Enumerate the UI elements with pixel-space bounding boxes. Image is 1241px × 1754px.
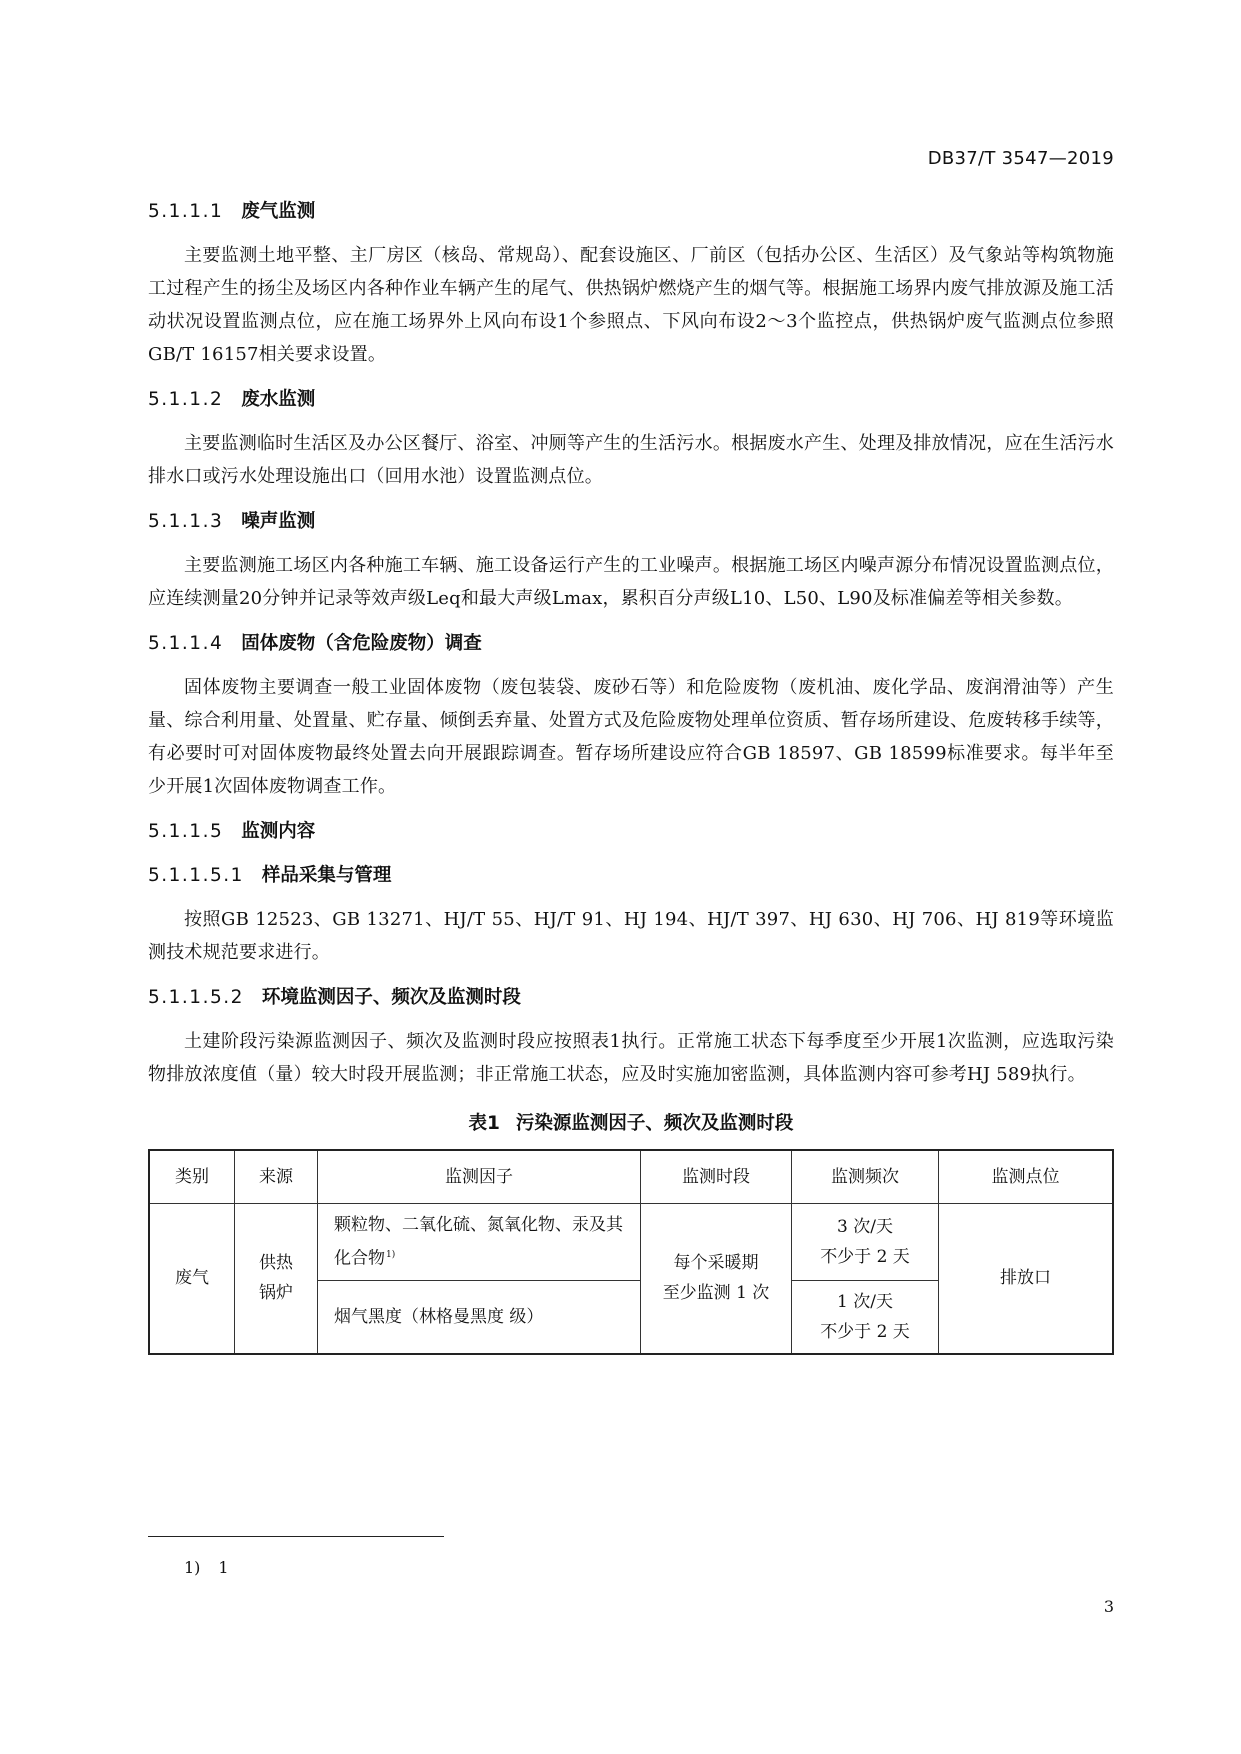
frequency-cell: 3 次/天 不少于 2 天	[792, 1204, 939, 1281]
table-header-cell: 监测频次	[792, 1150, 939, 1204]
section-heading: 5.1.1.5.1 样品采集与管理	[148, 865, 392, 886]
factor-cell: 烟气黑度（林格曼黑度 级）	[318, 1280, 641, 1354]
footnote: 1) 1	[184, 1558, 229, 1577]
footnote-marker: 1)	[386, 1250, 396, 1260]
section-heading: 5.1.1.3 噪声监测	[148, 511, 316, 532]
table-header-cell: 类别	[149, 1150, 235, 1204]
section-heading: 5.1.1.5 监测内容	[148, 821, 316, 842]
table-title: 表1 污染源监测因子、频次及监测时段	[468, 1113, 794, 1134]
page-number: 3	[1103, 1597, 1114, 1616]
main-content	[148, 197, 1114, 1355]
table-header-cell: 监测点位	[939, 1150, 1114, 1204]
section-heading: 5.1.1.5.2 环境监测因子、频次及监测时段	[148, 987, 521, 1008]
section-paragraph: 主要监测土地平整、主厂房区（核岛、常规岛）、配套设施区、厂前区（包括办公区、生活区）及气象站等构筑物施工过程产生的扬尘及场区内各种作业车辆产生的尾气、供热锅炉燃烧产生的烟气等。根据施工场界内废气排放源及施工活动状况设置监测点位，应在施工场界外上风向布设1个参照点、下风向布设2～3个监控点，供热锅炉废气监测点位参照GB/T 16157相关要求设置。	[148, 245, 1114, 365]
section-paragraph: 主要监测临时生活区及办公区餐厅、浴室、冲厕等产生的生活污水。根据废水产生、处理及排放情况，应在生活污水排水口或污水处理设施出口（回用水池）设置监测点位。	[148, 433, 1114, 487]
source-cell: 供热 锅炉	[235, 1204, 318, 1354]
table-header-cell: 监测时段	[641, 1150, 792, 1204]
section-paragraph: 土建阶段污染源监测因子、频次及监测时段应按照表1执行。正常施工状态下每季度至少开展1次监测，应选取污染物排放浓度值（量）较大时段开展监测；非正常施工状态，应及时实施加密监测，具体监测内容可参考HJ 589执行。	[148, 1031, 1114, 1085]
section-paragraph: 固体废物主要调查一般工业固体废物（废包装袋、废砂石等）和危险废物（废机油、废化学品、废润滑油等）产生量、综合利用量、处置量、贮存量、倾倒丢弃量、处置方式及危险废物处理单位资质、暂存场所建设、危废转移手续等，有必要时可对固体废物最终处置去向开展跟踪调查。暂存场所建设应符合GB 18597、GB 18599标准要求。每半年至少开展1次固体废物调查工作。	[148, 677, 1114, 797]
document-code: DB37/T 3547—2019	[927, 148, 1114, 169]
table-header-row	[149, 1150, 1113, 1204]
section-paragraph: 按照GB 12523、GB 13271、HJ/T 55、HJ/T 91、HJ 194、HJ/T 397、HJ 630、HJ 706、HJ 819等环境监测技术规范要求进行。	[148, 909, 1114, 963]
section-paragraph: 主要监测施工场区内各种施工车辆、施工设备运行产生的工业噪声。根据施工场区内噪声源分布情况设置监测点位，应连续测量20分钟并记录等效声级Leq和最大声级Lmax，累积百分声级L10、L50、L90及标准偏差等相关参数。	[148, 555, 1114, 609]
point-cell: 排放口	[939, 1204, 1114, 1354]
table-header-cell: 来源	[235, 1150, 318, 1204]
monitoring-table	[148, 1149, 1114, 1355]
frequency-cell: 1 次/天 不少于 2 天	[792, 1280, 939, 1354]
section-heading: 5.1.1.4 固体废物（含危险废物）调查	[148, 633, 482, 654]
footnote-divider	[148, 1536, 444, 1537]
category-cell: 废气	[149, 1204, 235, 1354]
section-heading: 5.1.1.1 废气监测	[148, 201, 316, 222]
section-heading: 5.1.1.2 废水监测	[148, 389, 316, 410]
table-header-cell: 监测因子	[318, 1150, 641, 1204]
factor-cell: 颗粒物、二氧化硫、氮氧化物、汞及其化合物$^{1)}$	[318, 1204, 641, 1281]
table-row	[149, 1204, 1113, 1281]
period-cell: 每个采暖期 至少监测 1 次	[641, 1204, 792, 1354]
